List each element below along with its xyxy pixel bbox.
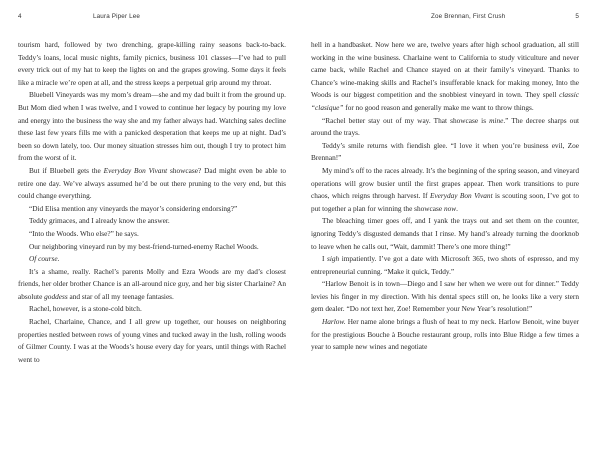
text-run: The bleaching timer goes off, and I yank the trays out and set them on the counter, ignoring Teddy’s disgusted demands that I rinse. My hand’s already turning the doorknob to leave when he calls out, “Wait, dammit! There’s one more thing!” [311, 216, 579, 251]
page-number-left: 4 [18, 13, 22, 20]
paragraph [18, 303, 286, 316]
text-run: text her, Zoe! Remember your New Year’s resolution!” [369, 304, 533, 314]
text-run: hell in a handbasket. Now here we are, twelve years after high school graduation, all still working in the wine business. Charlaine went to California to study viticulture and never came back, while Rachel and Chance stayed on at their family’s vineyard. Thanks to Chance’s wine-making skills and Rachel’s insufferable knack for making money, Into the Woods is our biggest competition and the snobbiest vineyard in town. They spell [311, 40, 579, 100]
paragraph [311, 253, 579, 278]
paragraph [18, 253, 286, 266]
text-run: “Did Elisa mention any vineyards the mayor’s considering endorsing?” [29, 203, 238, 213]
paragraph [311, 165, 579, 215]
italic-text: sigh [327, 254, 340, 264]
paragraph [18, 228, 286, 241]
paragraph [311, 140, 579, 165]
italic-text: goddess [44, 291, 68, 301]
paragraph [311, 215, 579, 253]
text-run: tourism hard, followed by two drenching, grape-killing rainy seasons back-to-back. Teddy’s loans, local music nights, family picnics, business 101 classes—I’ve had to pull every trick out of my hat to keep the lights on and the grapes growing. Some days it feels like a miracle we’re open at all, and the stress keeps a perpetual grip around my throat. [18, 40, 286, 87]
paragraph [18, 165, 286, 203]
text-run: Teddy grimaces, and I already know the answer. [29, 216, 170, 226]
text-run: Teddy’s smile returns with fiendish glee. “I love it when you’re business evil, Zoe Brennan!” [311, 140, 579, 163]
paragraph [311, 278, 579, 316]
italic-text: Everyday Bon Vivant [429, 191, 493, 201]
italic-text: classic “clasique” [311, 90, 579, 112]
paragraph [311, 115, 579, 140]
right-page [311, 0, 579, 450]
text-run: It’s a shame, really. Rachel’s parents Molly and Ezra Woods are my dad’s closest friends, her older brother Chance is an all-around nice guy, and her big sister Charlaine? An absolute [18, 266, 286, 301]
left-page-header [18, 13, 286, 25]
text-run: Her name alone brings a flush of heat to my neck. Harlow Benoit, wine buyer for the prestigious Bouche à Bouche restaurant group, rolls into Blue Ridge a few times a year to sample new wines and negotiate [311, 317, 579, 352]
text-run: is scouting soon, I’ve got to put together a plan for winning the showcase [311, 191, 579, 213]
text-run: Rachel, however, is a stone-cold bitch. [29, 304, 142, 314]
text-run: Bluebell Vineyards was my mom’s dream—she and my dad built it from the ground up. But Mom died when I was twelve, and I vowed to continue her legacy by pouring my love and energy into the business the way she and my father always had. Watching sales decline these last few years fills me with a panicked desperation that keeps me up at night. Dad’s been so down lately, too. Our money situation stresses him out, though I try to protect him from the worst of it. [18, 90, 286, 163]
paragraph [18, 316, 286, 366]
text-run: But if Bluebell gets the [29, 165, 104, 175]
paragraph [18, 215, 286, 228]
right-page-body [311, 39, 579, 354]
left-page [18, 0, 286, 450]
text-run: impatiently. I’ve got a date with Microsoft 365, two shots of espresso, and my entrepreneurial cunning. “Make it quick, Teddy.” [311, 254, 579, 276]
text-run: “Rachel better stay out of my way. That showcase is [322, 115, 490, 125]
text-run: Our neighboring vineyard run by my best-friend-turned-enemy Rachel Woods. [29, 241, 259, 251]
paragraph [18, 266, 286, 304]
paragraph [311, 39, 579, 115]
paragraph [18, 203, 286, 216]
text-run: .” The decree sharps out around the trays. [311, 115, 579, 138]
paragraph [18, 241, 286, 254]
italic-text: mine [489, 115, 504, 125]
paragraph [311, 316, 579, 354]
text-run: showcase? Dad might even be able to retire one day. We’ve always assumed he’d be out there pruning to the very end, but this could change everything. [18, 165, 286, 201]
text-run: Rachel, Charlaine, Chance, and I all grew up together, our houses on neighboring properties nestled between rows of young vines and tucked away in the lush, rolling woods of Gilmer County. I was at the Woods’s house every day for years, until things with Rachel went to [18, 317, 286, 364]
text-run: and star of all my teenage fantasies. [67, 291, 174, 301]
paragraph [18, 39, 286, 89]
italic-text: Everyday Bon Vivant [103, 165, 168, 175]
text-run: “Into the Woods. Who else?” he says. [29, 228, 139, 238]
text-run: . [456, 203, 458, 213]
italic-text: not [360, 304, 370, 314]
page-number-right: 5 [575, 13, 579, 20]
running-head-right: Zoe Brennan, First Crush [431, 13, 506, 20]
paragraph [18, 89, 286, 165]
italic-text: Harlow. [322, 317, 346, 327]
text-run: My mind’s off to the races already. It’s the beginning of the spring season, and vineyard operations will grow busier until the first grapes appear. Then work transitions to pure chaos, which reigns through harvest. If [311, 165, 579, 201]
right-page-header [311, 13, 579, 25]
italic-text: now [443, 203, 457, 213]
text-run: for no good reason and generally make me want to throw things. [343, 102, 534, 112]
text-run: I [322, 254, 327, 264]
left-page-body [18, 39, 286, 366]
running-head-left: Laura Piper Lee [93, 13, 141, 20]
text-run: “Harlow Benoit is in town—Diego and I saw her when we were out for dinner.” Teddy levies his finger in my direction. With his dental specs still on, he looks like a very stern gem dealer. “Do [311, 279, 579, 314]
italic-text: Of course. [29, 254, 60, 264]
